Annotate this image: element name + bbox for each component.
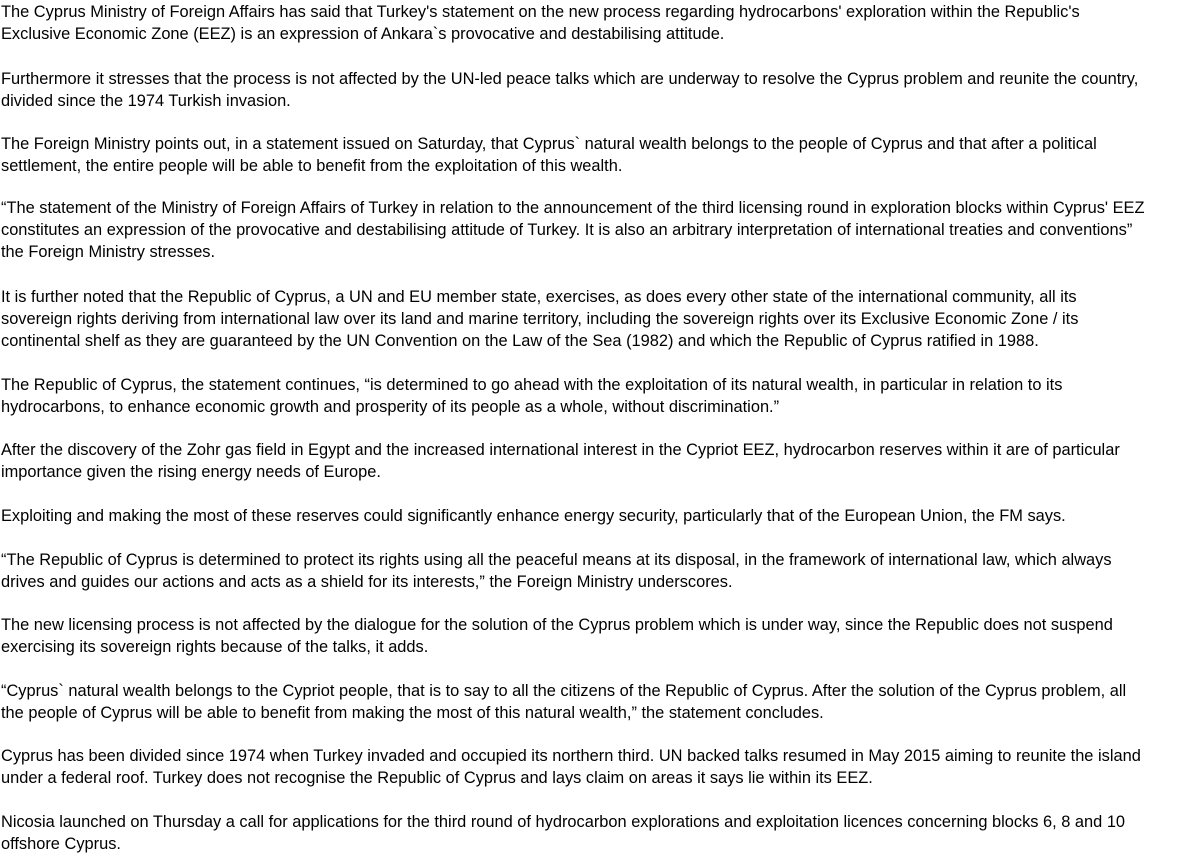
paragraph-line: importance given the rising energy needs of Europe. — [1, 463, 381, 481]
paragraph-8 — [1, 505, 1195, 527]
paragraph-line: Exclusive Economic Zone (EEZ) is an expression of Ankara`s provocative and destabilising attitude. — [1, 25, 725, 43]
paragraph-3 — [1, 133, 1195, 177]
paragraph-line: The Foreign Ministry points out, in a statement issued on Saturday, that Cyprus` natural wealth belongs to the people of Cyprus and that after a political — [1, 135, 1097, 153]
paragraph-line: The new licensing process is not affected by the dialogue for the solution of the Cyprus problem which is under way, since the Republic does not suspend — [1, 616, 1113, 634]
paragraph-6 — [1, 374, 1195, 418]
paragraph-line: the people of Cyprus will be able to benefit from making the most of this natural wealth,” the statement concludes. — [1, 704, 824, 722]
paragraph-line: Exploiting and making the most of these reserves could significantly enhance energy security, particularly that of the European Union, the FM says. — [1, 507, 1066, 525]
paragraph-line: under a federal roof. Turkey does not recognise the Republic of Cyprus and lays claim on areas it says lie within its EEZ. — [1, 769, 873, 787]
paragraph-line: the Foreign Ministry stresses. — [1, 243, 216, 261]
paragraph-line: After the discovery of the Zohr gas field in Egypt and the increased international interest in the Cypriot EEZ, hydrocarbon reserves within it are of particular — [1, 441, 1120, 459]
paragraph-line: The Republic of Cyprus, the statement continues, “is determined to go ahead with the exploitation of its natural wealth, in particular in relation to its — [1, 376, 1063, 394]
paragraph-line: settlement, the entire people will be able to benefit from the exploitation of this wealth. — [1, 157, 623, 175]
paragraph-line: exercising its sovereign rights because of the talks, it adds. — [1, 638, 429, 656]
paragraph-line: continental shelf as they are guaranteed by the UN Convention on the Law of the Sea (1982) and which the Republic of Cyprus ratified in 1988. — [1, 332, 1039, 350]
paragraph-line: The Cyprus Ministry of Foreign Affairs has said that Turkey's statement on the new process regarding hydrocarbons' exploration within the Republic's — [1, 3, 1080, 21]
paragraph-10 — [1, 614, 1195, 658]
paragraph-13 — [1, 811, 1195, 855]
paragraph-11 — [1, 680, 1195, 724]
paragraph-line: “The statement of the Ministry of Foreign Affairs of Turkey in relation to the announcement of the third licensing round in exploration blocks within Cyprus' EEZ — [1, 199, 1145, 217]
paragraph-line: “The Republic of Cyprus is determined to protect its rights using all the peaceful means at its disposal, in the framework of international law, which always — [1, 551, 1112, 569]
paragraph-line: Cyprus has been divided since 1974 when Turkey invaded and occupied its northern third. UN backed talks resumed in May 2015 aiming to reunite the island — [1, 747, 1141, 765]
paragraph-line: sovereign rights deriving from international law over its land and marine territory, including the sovereign rights over its Exclusive Economic Zone / its — [1, 310, 1079, 328]
paragraph-line: hydrocarbons, to enhance economic growth and prosperity of its people as a whole, without discrimination.” — [1, 398, 780, 416]
paragraph-line: Nicosia launched on Thursday a call for applications for the third round of hydrocarbon explorations and exploitation licences concerning blocks 6, 8 and 10 — [1, 813, 1126, 831]
paragraph-line: It is further noted that the Republic of Cyprus, a UN and EU member state, exercises, as does every other state of the international community, all its — [1, 288, 1077, 306]
paragraph-line: constitutes an expression of the provocative and destabilising attitude of Turkey. It is also an arbitrary interpretation of international treaties and conventions” — [1, 221, 1133, 239]
paragraph-7 — [1, 439, 1195, 483]
paragraph-line: Furthermore it stresses that the process is not affected by the UN-led peace talks which are underway to resolve the Cyprus problem and reunite the country, — [1, 70, 1139, 88]
paragraph-2 — [1, 68, 1195, 112]
paragraph-line: “Cyprus` natural wealth belongs to the Cypriot people, that is to say to all the citizens of the Republic of Cyprus. After the solution of the Cyprus problem, all — [1, 682, 1127, 700]
paragraph-line: divided since the 1974 Turkish invasion. — [1, 92, 291, 110]
paragraph-5 — [1, 286, 1195, 352]
paragraph-line: drives and guides our actions and acts as a shield for its interests,” the Foreign Ministry underscores. — [1, 573, 733, 591]
paragraph-line: offshore Cyprus. — [1, 835, 121, 853]
paragraph-4 — [1, 197, 1195, 263]
paragraph-9 — [1, 549, 1195, 593]
paragraph-12 — [1, 745, 1195, 789]
paragraph-1 — [1, 1, 1195, 45]
